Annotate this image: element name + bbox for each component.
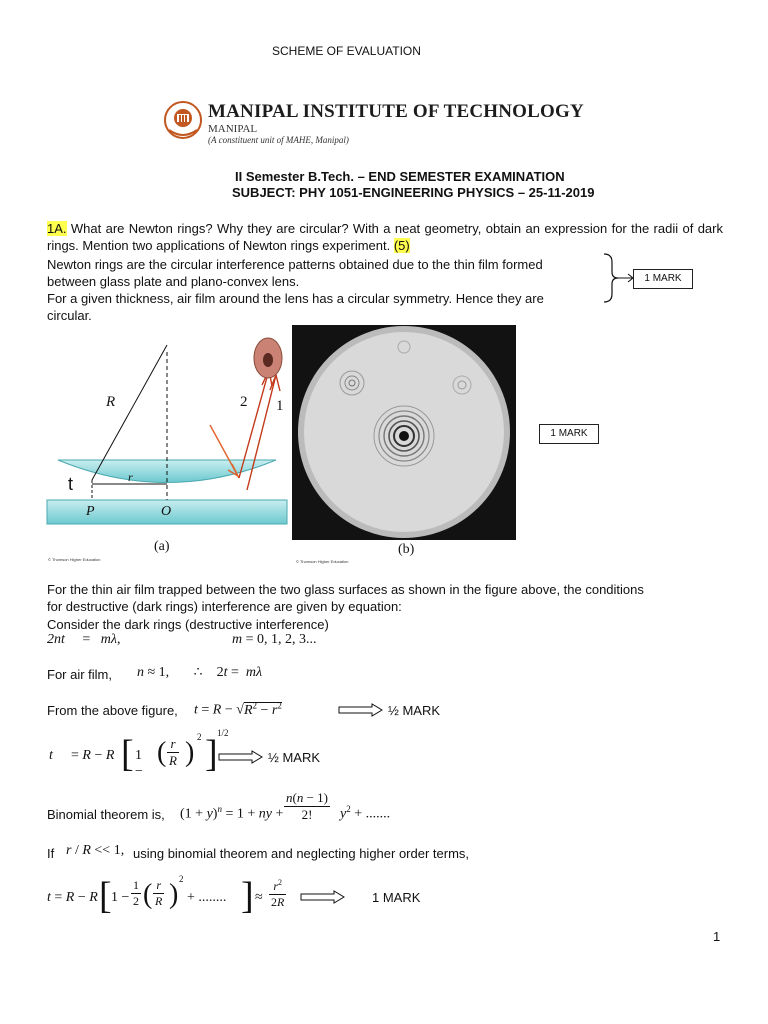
label-O: O xyxy=(161,504,172,519)
label-P: P xyxy=(86,504,95,519)
equation-air-film: n ≈ 1, ∴ 2t = mλ xyxy=(137,665,263,680)
figure-a xyxy=(44,330,288,570)
page-number: 1 xyxy=(713,929,721,944)
question-number: 1A. xyxy=(47,221,67,236)
equation-t-sqrt: $t = R - √R^2 - r^2$ xyxy=(194,700,282,718)
mark-3: 1 MARK xyxy=(372,890,421,905)
institute-logo xyxy=(163,100,203,142)
condition-line-1: For the thin air film trapped between the two glass surfaces as shown in the figure above, the conditions xyxy=(47,582,644,597)
institute-place: MANIPAL xyxy=(208,123,258,135)
arrow-icon xyxy=(338,703,384,717)
half-mark-1: ½ MARK xyxy=(388,703,441,718)
interference-photo xyxy=(292,325,516,540)
label-ray-2: 2 xyxy=(240,394,248,410)
credit-b: © Thomson Higher Education xyxy=(296,559,349,564)
arrow-icon xyxy=(300,890,346,904)
from-figure-label: From the above figure, xyxy=(47,703,178,718)
if-label: If xyxy=(47,846,55,861)
label-ray-1: 1 xyxy=(276,398,284,414)
label-b: (b) xyxy=(398,542,415,557)
brace-icon xyxy=(600,252,634,304)
exam-title: II Semester B.Tech. – END SEMESTER EXAMINATION xyxy=(235,169,565,184)
seal-icon xyxy=(163,100,203,142)
label-a: (a) xyxy=(154,539,170,554)
arrow-icon xyxy=(218,750,264,764)
figure-b xyxy=(292,325,516,569)
scheme-title: SCHEME OF EVALUATION xyxy=(272,44,421,58)
question-text: What are Newton rings? Why they are circular? With a neat geometry, obtain an expression for the radii of dark rings. Mention two applications of Newton rings experiment. xyxy=(47,221,723,253)
question-1a xyxy=(47,220,723,254)
half-mark-2: ½ MARK xyxy=(268,750,321,765)
if-rest: using binomial theorem and neglecting higher order terms, xyxy=(133,846,470,861)
label-t: t xyxy=(68,474,74,494)
binomial-label: Binomial theorem is, xyxy=(47,807,165,822)
question-marks: (5) xyxy=(393,238,410,253)
equation-binomial: $(1 + y)^n = 1$ + ny + $\frac{n(n - 1)}{2!}$ $y^2$ + ....... xyxy=(180,790,391,822)
credit-a: © Thomson Higher Education xyxy=(48,557,101,562)
equation-m-values: m = 0, 1, 2, 3... xyxy=(232,632,317,647)
equation-t-approx: t = R − R [ 1 − $\frac{1}{2}$ ( $\frac{r}{R}$ ) 2 + ........ ] ≈ $\frac{r^2}{2R}$ xyxy=(47,874,285,917)
subject-title: SUBJECT: PHY 1051-ENGINEERING PHYSICS – 25-11-2019 xyxy=(232,185,595,200)
answer-line-3: For a given thickness, air film around the lens has a circular symmetry. Hence they are xyxy=(47,291,544,306)
newton-rings-geometry xyxy=(44,330,288,570)
mark-box-2: 1 MARK xyxy=(539,424,599,444)
air-film-label: For air film, xyxy=(47,667,112,682)
answer-line-1: Newton rings are the circular interference patterns obtained due to the thin film formed xyxy=(47,257,543,272)
equation-dark-condition: 2nt = mλ, xyxy=(47,632,121,647)
institute-name: MANIPAL INSTITUTE OF TECHNOLOGY xyxy=(208,101,584,122)
answer-line-2: between glass plate and plano-convex lens. xyxy=(47,274,300,289)
label-R: R xyxy=(106,394,116,410)
label-r: r xyxy=(128,470,133,484)
equation-condition-r-R: r / R << 1, xyxy=(66,843,125,858)
answer-line-4: circular. xyxy=(47,308,92,323)
mark-box-1: 1 MARK xyxy=(633,269,693,289)
condition-line-3: Consider the dark rings (destructive interference) xyxy=(47,617,329,632)
institute-unit: (A constituent unit of MAHE, Manipal) xyxy=(208,135,349,145)
condition-line-2: for destructive (dark rings) interference are given by equation: xyxy=(47,599,402,614)
